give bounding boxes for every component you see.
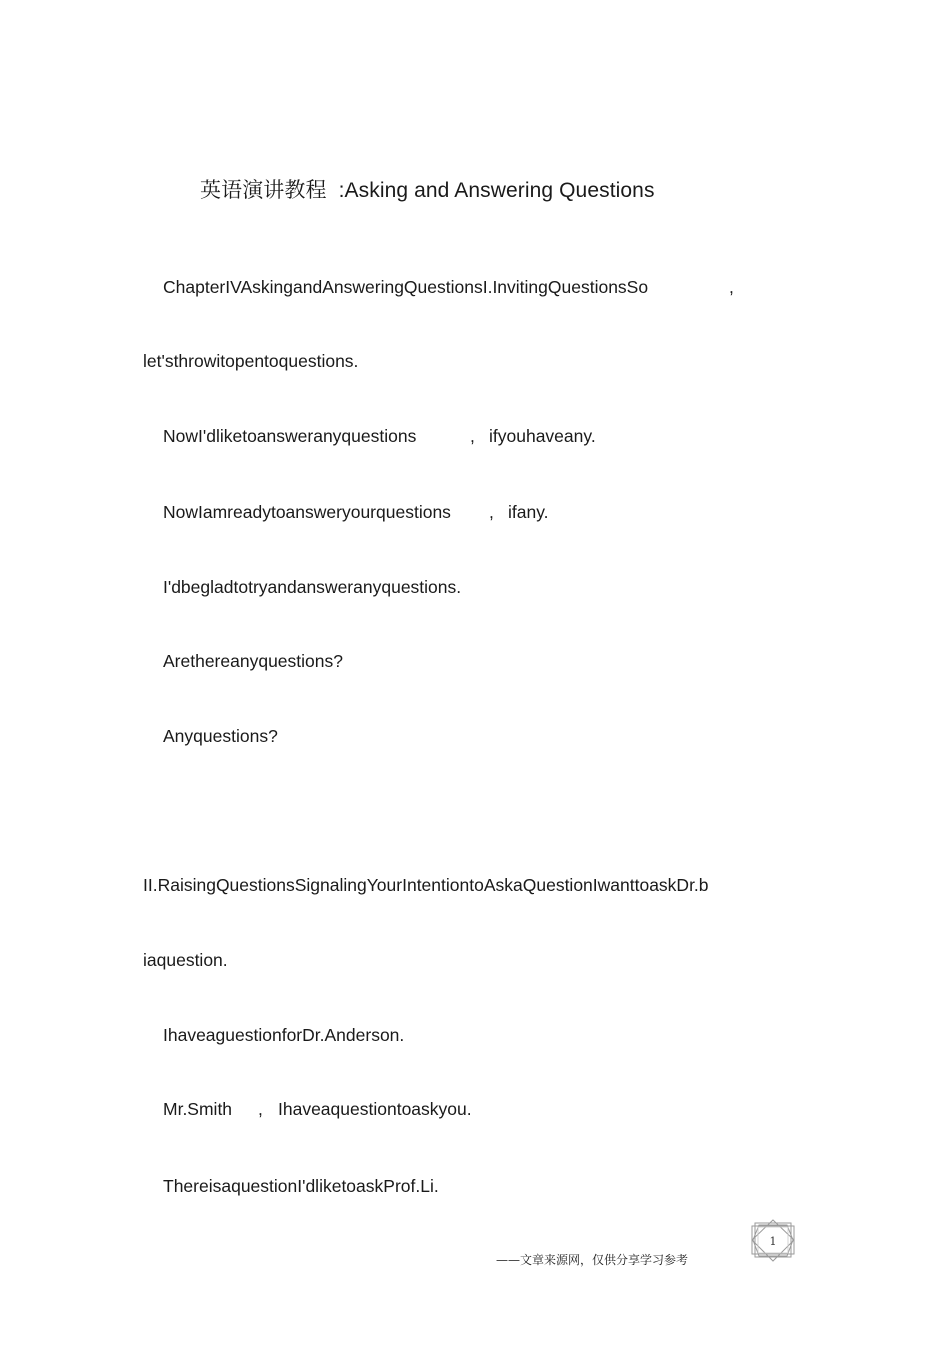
text-line (163, 650, 343, 672)
title-english: :Asking and Answering Questions (338, 179, 655, 202)
text-segment: , (729, 277, 734, 297)
text-segment: , (489, 502, 494, 522)
text-line (163, 501, 451, 523)
text-segment: Mr.Smith (163, 1099, 233, 1119)
text-line (143, 350, 358, 372)
page-number-badge (749, 1219, 797, 1263)
text-segment: IhaveaguestionforDr.Anderson. (163, 1025, 405, 1045)
document-title (200, 174, 655, 204)
text-line (729, 276, 734, 298)
text-segment: , (258, 1099, 263, 1119)
text-line (258, 1098, 263, 1120)
text-segment: iaquestion. (143, 950, 228, 970)
text-line (163, 1098, 232, 1120)
text-line (163, 276, 648, 298)
text-segment: , (470, 426, 475, 446)
text-segment: ThereisaquestionI'dliketoaskProf.Li. (163, 1176, 439, 1196)
text-segment: ChapterIVAskingandAnsweringQuestionsI.InvitingQuestionsSo (163, 277, 649, 297)
text-line (163, 576, 461, 598)
text-line (470, 425, 475, 447)
text-line (143, 874, 709, 896)
text-line (489, 425, 596, 447)
footer-source-note: ——文章来源网，仅供分享学习参考 (496, 1253, 689, 1267)
text-line (163, 725, 278, 747)
text-line (143, 949, 228, 971)
text-segment: Ihaveaquestiontoaskyou. (278, 1099, 472, 1119)
text-segment: Arethereanyquestions? (163, 651, 343, 671)
text-segment: ifany. (508, 502, 549, 522)
text-segment: Anyquestions? (163, 726, 278, 746)
text-segment: II.RaisingQuestionsSignalingYourIntentiontoAskaQuestionIwanttoaskDr.b (143, 875, 709, 895)
title-chinese: 英语演讲教程 (200, 178, 327, 202)
text-line (278, 1098, 472, 1120)
text-segment: NowI'dliketoansweranyquestions (163, 426, 417, 446)
text-line (163, 425, 416, 447)
text-segment: let'sthrowitopentoquestions. (143, 351, 359, 371)
text-segment: ifyouhaveany. (489, 426, 596, 446)
text-line (508, 501, 549, 523)
page-number: 1 (769, 1235, 777, 1248)
text-line (163, 1175, 439, 1197)
text-segment: NowIamreadytoansweryourquestions (163, 502, 451, 522)
text-line (163, 1024, 404, 1046)
text-line (489, 501, 494, 523)
text-segment: I'dbegladtotryandansweranyquestions. (163, 577, 462, 597)
